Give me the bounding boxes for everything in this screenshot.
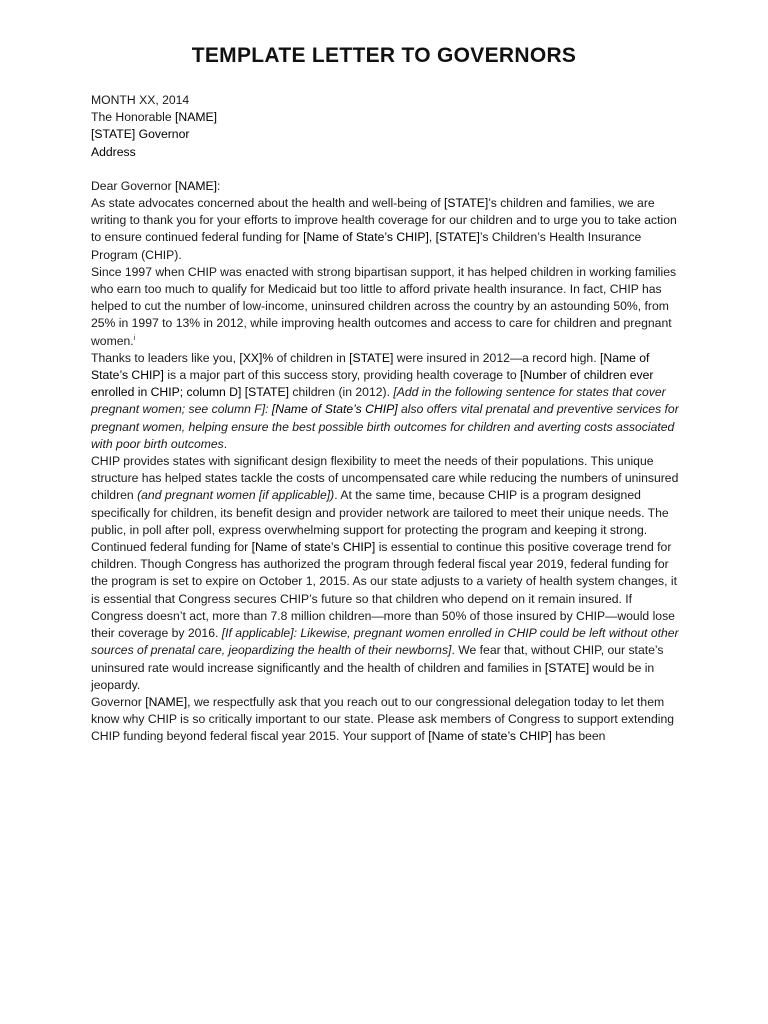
- placeholder: [NAME]: [175, 178, 217, 193]
- placeholder: [STATE]: [349, 350, 394, 365]
- paragraph-request: Governor [NAME], we respectfully ask that you reach out to our congressional delegation today to let them know why CHIP is so critically important to our state. Please ask members of Congress to support extending CHIP funding beyond federal fiscal year 2015. Your support of [Name of state’s CHIP] has been: [91, 694, 675, 744]
- placeholder: [Name of State’s CHIP]: [303, 230, 429, 245]
- salutation: Dear Governor [NAME]:: [91, 178, 221, 193]
- placeholder: [STATE]: [544, 660, 590, 675]
- document-title: TEMPLATE LETTER TO GOVERNORS: [191, 44, 577, 67]
- paragraph-funding: Continued federal funding for [Name of state’s CHIP] is essential to continue this positive coverage trend for children. Though Congress has authorized the program through federal fiscal year 2019, federal funding for the program is set to expire on October 1, 2015. As our state adjusts to a variety of health system changes, it is essential that Congress secures CHIP’s future so that children who depend on it remain insured. If Congress doesn’t act, more than 7.8 million children—more than 50% of those insured by CHIP—would lose their coverage by 2016. [If applicable]: Likewise, pregnant women enrolled in CHIP could be left without other sources of prenatal care, jeopardizing the health of their newborns]. We fear that, without CHIP, our state’s uninsured rate would increase significantly and the health of children and families in [STATE] would be in jeopardy.: [91, 540, 679, 692]
- endnote-marker: i: [133, 334, 136, 342]
- address-line-2: [STATE] Governor: [91, 127, 190, 142]
- placeholder: [Name of state’s CHIP]: [251, 540, 376, 555]
- placeholder: [Name of state’s CHIP]: [428, 729, 552, 744]
- placeholder: [Name of State’s CHIP]: [271, 402, 398, 417]
- placeholder: [Number of children ever enrolled in CHIP; column D]: [91, 368, 654, 400]
- letter-date: MONTH XX, 2014: [91, 93, 190, 107]
- address-line-3: Address: [91, 144, 136, 159]
- address-line-1: The Honorable [NAME]: [91, 110, 217, 125]
- paragraph-flexibility: CHIP provides states with significant design flexibility to meet the needs of their populations. This unique structure has helped states tackle the costs of uncompensated care while reducing the numbers of uninsured children (and pregnant women [if applicable]). At the same time, because CHIP is a program designed specifically for children, its benefit design and provider network are tailored to meet their unique needs. The public, in poll after poll, express overwhelming support for protecting the program and keeping it strong.: [91, 454, 679, 537]
- placeholder: [NAME],: [145, 694, 191, 709]
- placeholder: [STATE]: [435, 230, 480, 245]
- paragraph-intro: As state advocates concerned about the health and well-being of [STATE]’s children and families, we are writing to thank you for your efforts to improve health coverage for our children and to urge you to take action to ensure continued federal funding for [Name of State’s CHIP], [STATE]’s Children’s Health Insurance Program (CHIP).: [91, 196, 677, 262]
- recipient-address: [91, 109, 681, 161]
- placeholder: [NAME]: [175, 110, 217, 125]
- italic-note: also offers vital prenatal and preventive services for pregnant women, helping ensure the best possible birth outcomes for children and averting costs associated with poor birth outcomes: [91, 402, 679, 451]
- placeholder: [Name of State’s CHIP]: [91, 350, 650, 383]
- paragraph-history: Since 1997 when CHIP was enacted with strong bipartisan support, it has helped children in working families who earn too much to qualify for Medicaid but too little to afford private health insurance. In fact, CHIP has helped to cut the number of low-income, uninsured children across the country by an astounding 50%, from 25% in 1997 to 13% in 2012, while improving health outcomes and access to care for children and pregnant women.$^i$: [91, 264, 677, 348]
- letter-body: [91, 92, 681, 746]
- italic-note: (and pregnant women [if applicable]): [137, 488, 335, 503]
- italic-note: [Add in the following sentence for states that cover pregnant women; see column F]:: [91, 385, 666, 417]
- paragraph-success: Thanks to leaders like you, [XX]% of children in [STATE] were insured in 2012—a record high. [Name of State’s CHIP] is a major part of this success story, providing health coverage to [Number of children ever enrolled in CHIP; column D] [STATE] children (in 2012). [Add in the following sentence for states that cover pregnant women; see column F]: [Name of State’s CHIP] also offers vital prenatal and preventive services for pregnant women, helping ensure the best possible birth outcomes for children and averting costs associated with poor birth outcomes.: [91, 350, 679, 451]
- placeholder: [XX]%: [239, 350, 274, 365]
- italic-note: [If applicable]: Likewise, pregnant women enrolled in CHIP could be left without other sources of prenatal care, jeopardizing the health of their newborns]: [91, 626, 679, 658]
- placeholder: [STATE]: [444, 196, 489, 211]
- placeholder: [STATE]: [244, 385, 290, 400]
